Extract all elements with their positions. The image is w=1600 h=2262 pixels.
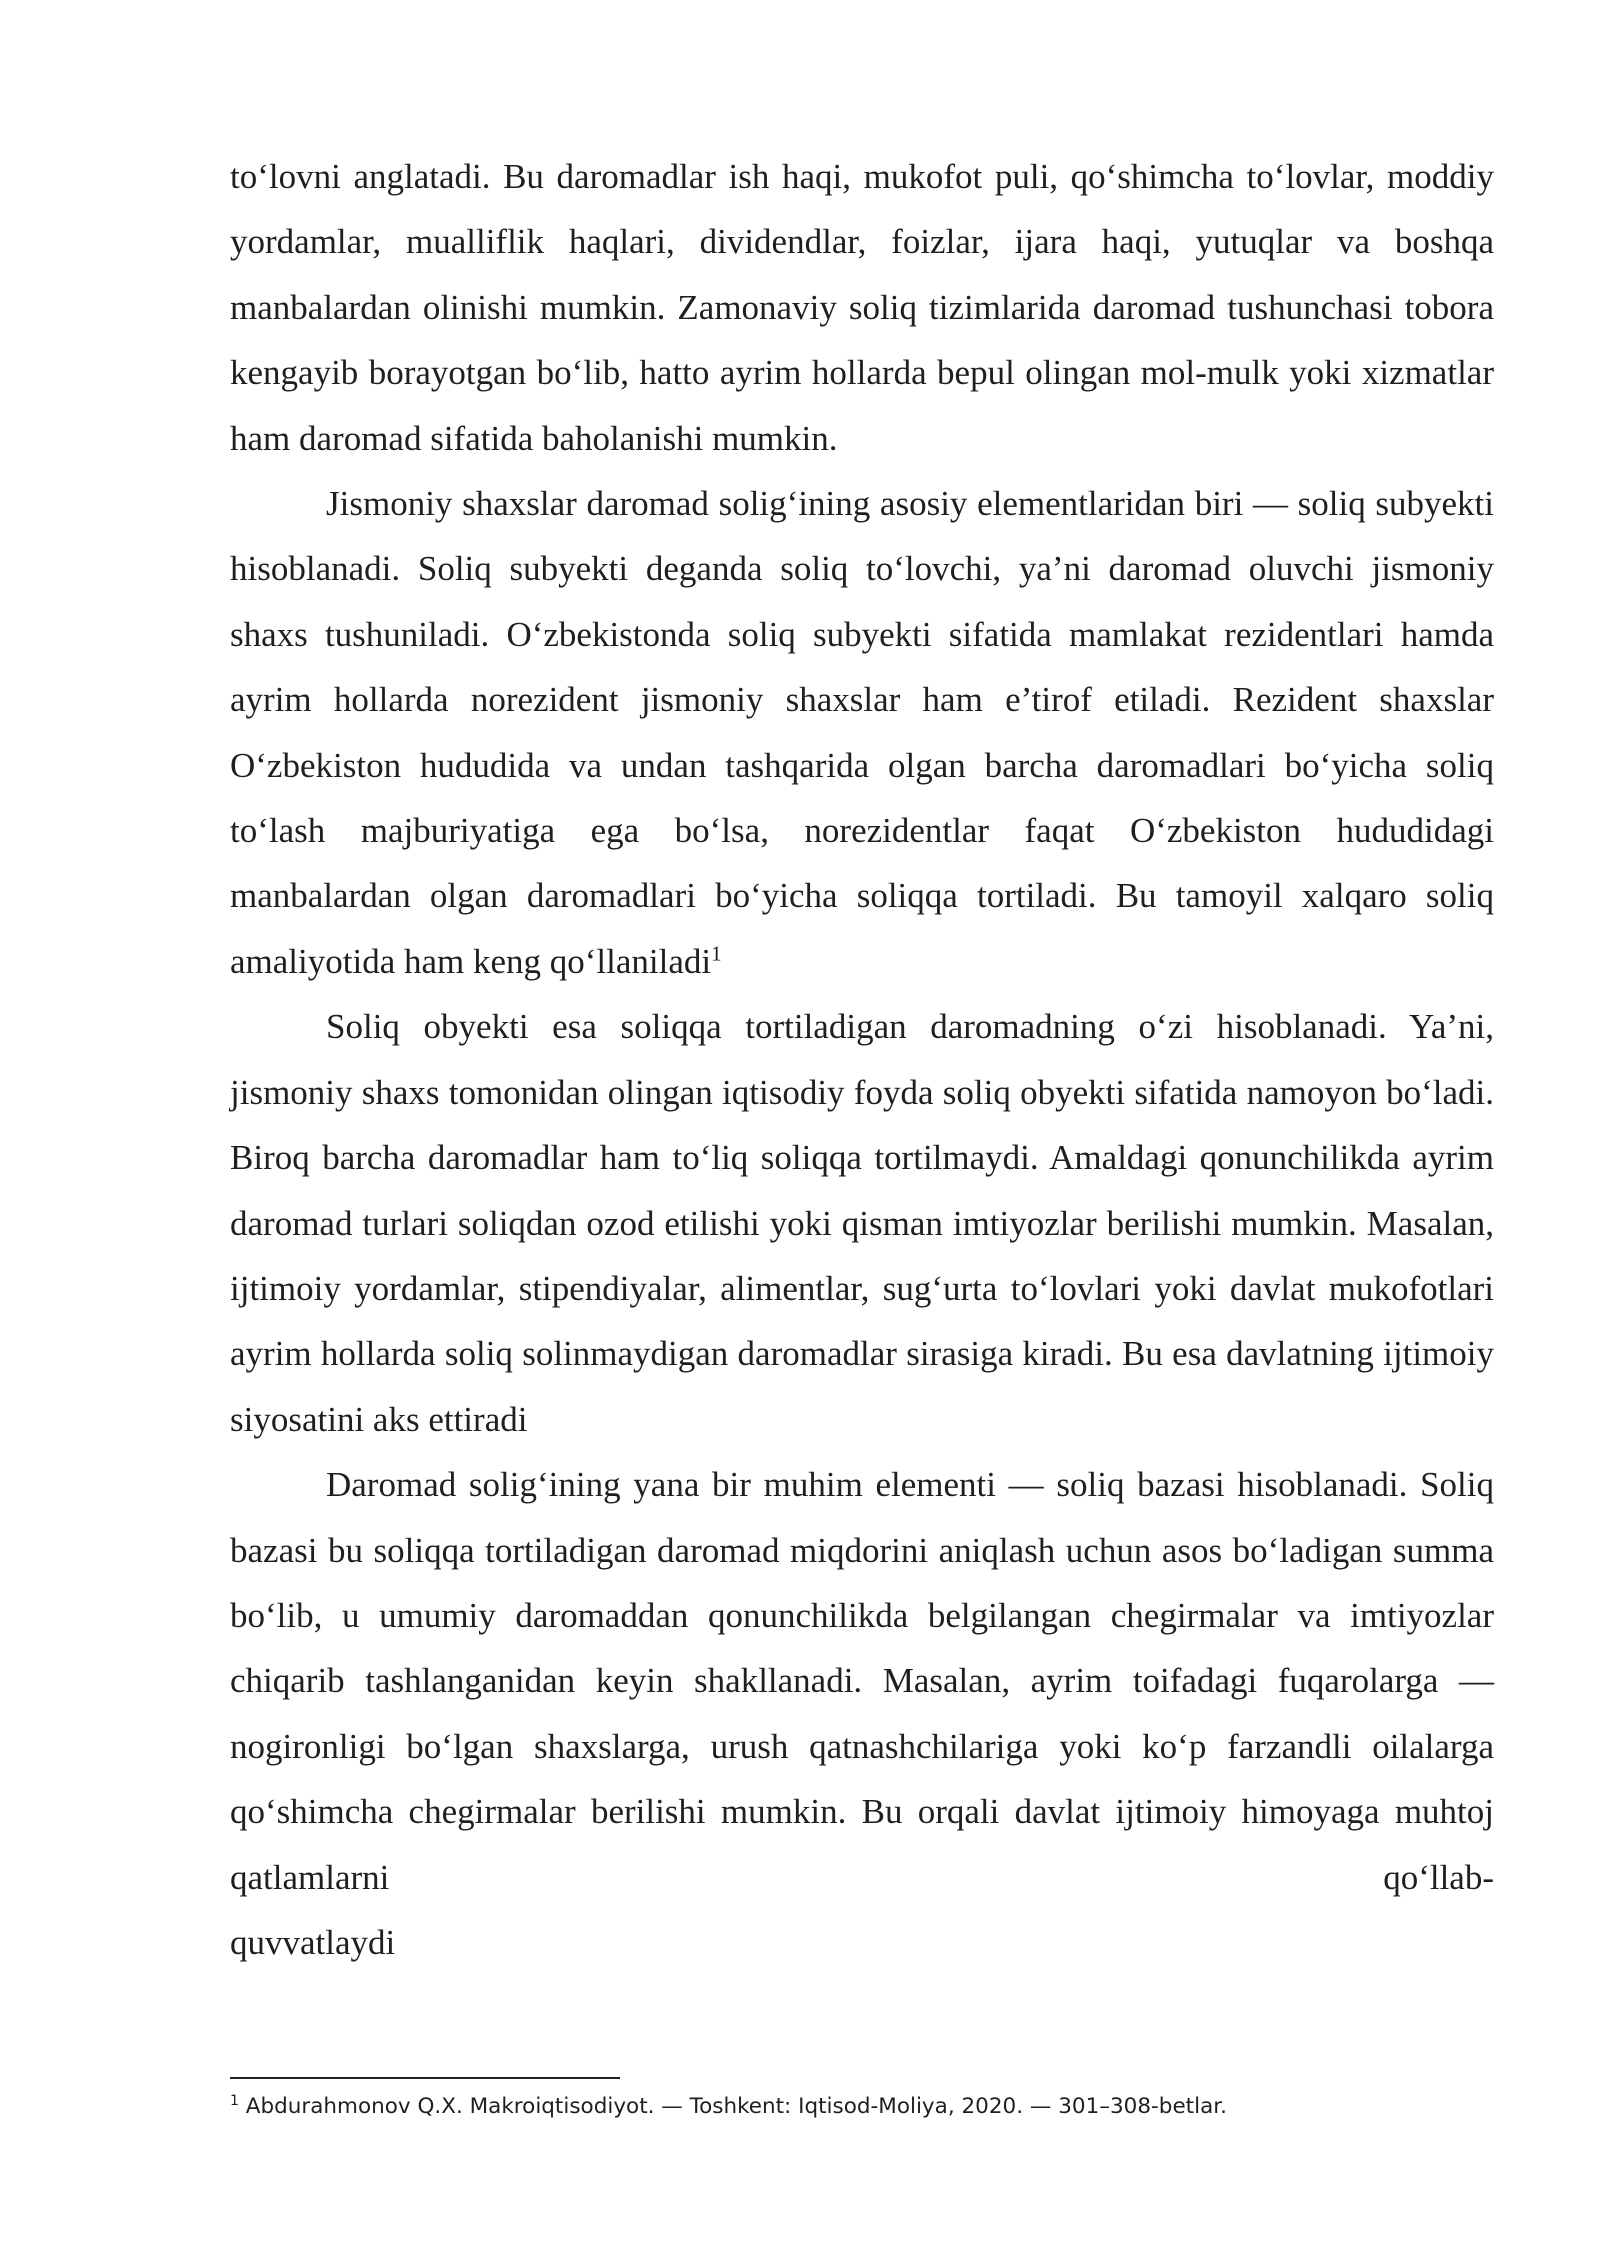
paragraph-2-text: Jismoniy shaxslar daromad solig‘ining asosiy elementlaridan biri — soliq subyekti hisoblanadi. Soliq subyekti deganda soliq to‘lovchi, ya’ni daromad oluvchi jismoniy shaxs tushuniladi. O‘zbekistonda soliq subyekti sifatida mamlakat rezidentlari hamda ayrim hollarda norezident jismoniy shaxslar ham e’tirof etiladi. Rezident shaxslar O‘zbekiston hududida va undan tashqarida olgan barcha daromadlari bo‘yicha soliq to‘lash majburiyatiga ega bo‘lsa, norezidentlar faqat O‘zbekiston hududidagi manbalardan olgan daromadlari bo‘yicha soliqqa tortiladi. Bu tamoyil xalqaro soliq amaliyotida ham keng qo‘llaniladi [230, 484, 1494, 981]
footnote-text: Abdurahmonov Q.X. Makroiqtisodiyot. — Toshkent: Iqtisod-Moliya, 2020. — 301–308-betlar. [238, 2094, 1227, 2119]
footnote [230, 2091, 1494, 2123]
footnote-reference[interactable]: 1 [711, 941, 722, 966]
paragraph-3: Soliq obyekti esa soliqqa tortiladigan daromadning o‘zi hisoblanadi. Ya’ni, jismoniy shaxs tomonidan olingan iqtisodiy foyda soliq obyekti sifatida namoyon bo‘ladi. Biroq barcha daromadlar ham to‘liq soliqqa tortilmaydi. Amaldagi qonunchilikda ayrim daromad turlari soliqdan ozod etilishi yoki qisman imtiyozlar berilishi mumkin. Masalan, ijtimoiy yordamlar, stipendiyalar, alimentlar, sug‘urta to‘lovlari yoki davlat mukofotlari ayrim hollarda soliq solinmaydigan daromadlar sirasiga kiradi. Bu esa davlatning ijtimoiy siyosatini aks ettiradi [230, 1007, 1494, 1439]
body-text [230, 144, 1494, 1975]
paragraph-1: to‘lovni anglatadi. Bu daromadlar ish haqi, mukofot puli, qo‘shimcha to‘lovlar, moddiy yordamlar, mualliflik haqlari, dividendlar, foizlar, ijara haqi, yutuqlar va boshqa manbalardan olinishi mumkin. Zamonaviy soliq tizimlarida daromad tushunchasi tobora kengayib borayotgan bo‘lib, hatto ayrim hollarda bepul olingan mol-mulk yoki xizmatlar ham daromad sifatida baholanishi mumkin. [230, 157, 1494, 458]
paragraph-4-end: quvvatlaydi [230, 1922, 396, 1962]
paragraph-2 [230, 471, 1494, 994]
footnote-separator [230, 2077, 620, 2079]
paragraph-4: Daromad solig‘ining yana bir muhim elementi — soliq bazasi hisoblanadi. Soliq bazasi bu soliqqa tortiladigan daromad miqdorini aniqlash uchun asos bo‘ladigan summa bo‘lib, u umumiy daromaddan qonunchilikda belgilangan chegirmalar va imtiyozlar chiqarib tashlanganidan keyin shakllanadi. Masalan, ayrim toifadagi fuqarolarga — nogironligi bo‘lgan shaxslarga, urush qatnashchilariga yoki ko‘p farzandli oilalarga qo‘shimcha chegirmalar berilishi mumkin. Bu orqali davlat ijtimoiy himoyaga muhtoj qatlamlarni qo‘llab- [230, 1465, 1494, 1897]
footnote-number: 1 [230, 2092, 239, 2109]
